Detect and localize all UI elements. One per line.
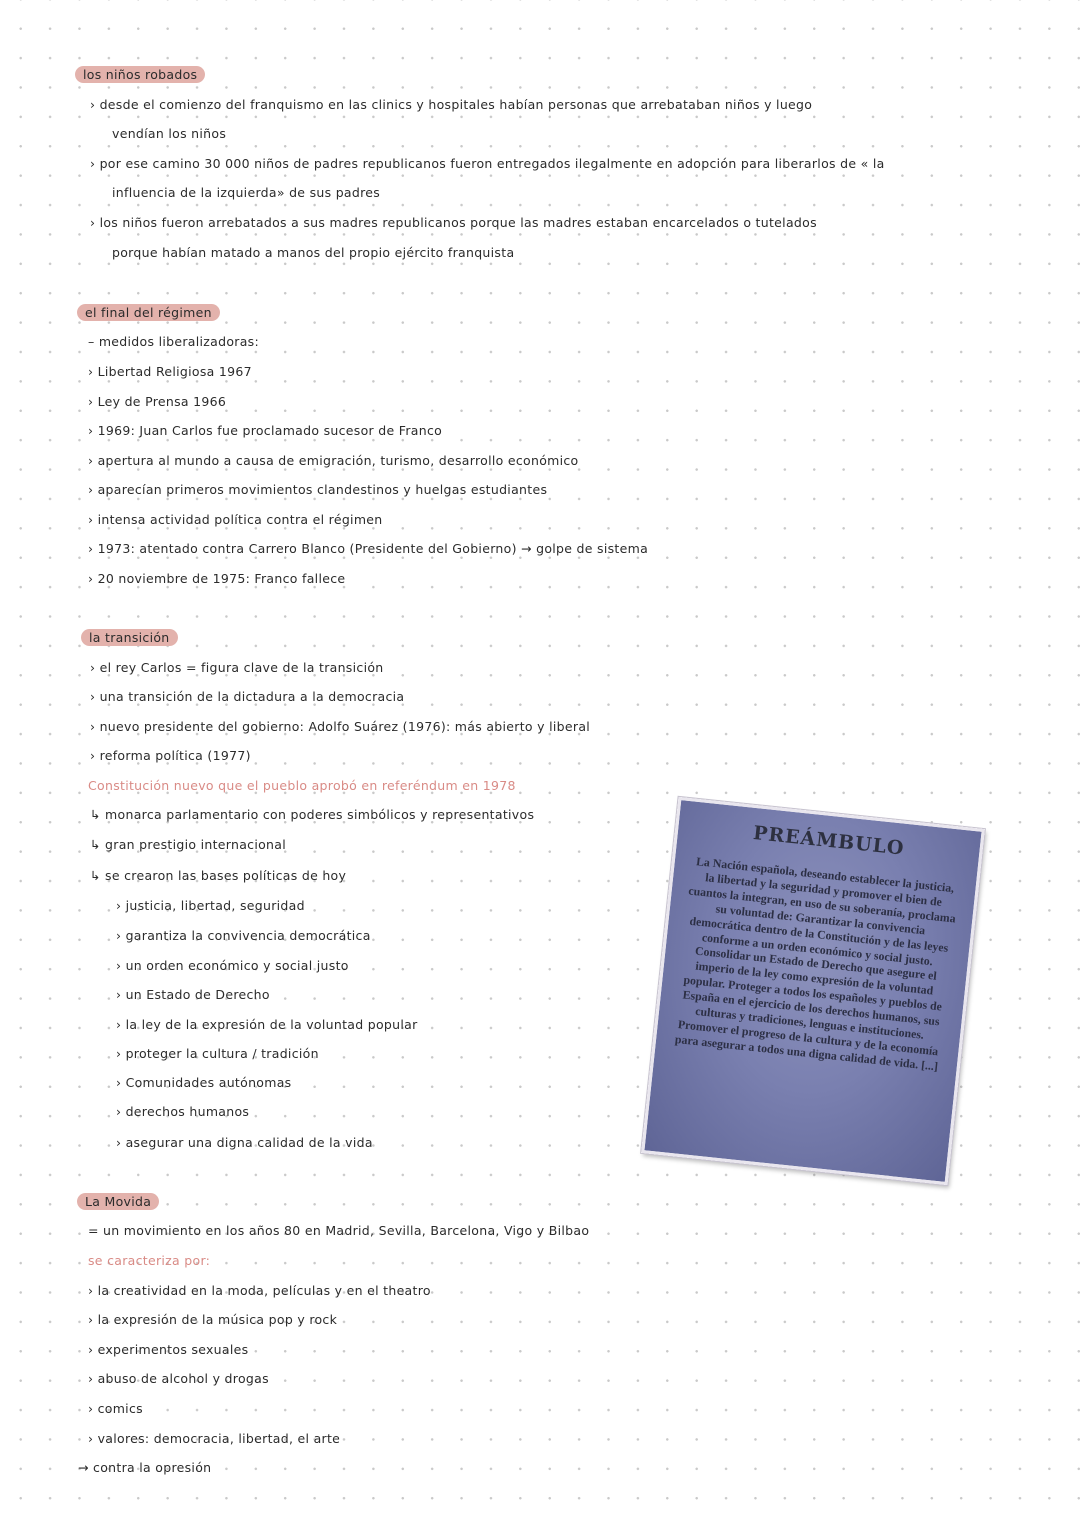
final-line-9: › 20 noviembre de 1975: Franco fallece — [88, 571, 346, 586]
bases-item-8: › derechos humanos — [116, 1104, 250, 1119]
heading-ninos-robados: los niños robados — [75, 66, 205, 83]
heading-transicion: la transición — [81, 629, 178, 646]
heading-la-movida: La Movida — [77, 1193, 159, 1210]
bases-item-5: › la ley de la expresión de la voluntad popular — [116, 1017, 418, 1032]
preambulo-card — [641, 797, 985, 1185]
transicion-line-4: › reforma política (1977) — [90, 748, 251, 763]
final-line-1: – medidos liberalizadoras: — [88, 334, 260, 349]
constitucion-sub-3: ↳ se crearon las bases políticas de hoy — [90, 868, 347, 883]
final-line-6: › aparecían primeros movimientos clandestinos y huelgas estudiantes — [88, 482, 548, 497]
constitucion-line: Constitución nuevo que el pueblo aprobó en referéndum en 1978 — [88, 778, 516, 793]
constitucion-sub-1: ↳ monarca parlamentario con poderes simbólicos y representativos — [90, 807, 535, 822]
movida-line-3: › experimentos sexuales — [88, 1342, 249, 1357]
heading-final-regimen: el final del régimen — [77, 304, 220, 321]
ninos-line-2: vendían los niños — [112, 126, 227, 141]
bases-item-9: › asegurar una digna calidad de la vida — [116, 1135, 373, 1150]
ninos-line-1: › desde el comienzo del franquismo en las clinics y hospitales habían personas que arrebataban niños y luego — [90, 97, 813, 112]
movida-line-6: › valores: democracia, libertad, el arte — [88, 1431, 341, 1446]
transicion-line-2: › una transición de la dictadura a la democracia — [90, 689, 405, 704]
final-line-2: › Libertad Religiosa 1967 — [88, 364, 252, 379]
final-line-5: › apertura al mundo a causa de emigración, turismo, desarrollo económico — [88, 453, 579, 468]
preambulo-title: PREÁMBULO — [752, 821, 906, 860]
bases-item-4: › un Estado de Derecho — [116, 987, 270, 1002]
final-line-4: › 1969: Juan Carlos fue proclamado sucesor de Franco — [88, 423, 443, 438]
movida-line-5: › comics — [88, 1401, 143, 1416]
ninos-line-5: › los niños fueron arrebatados a sus madres republicanos porque las madres estaban encarcelados o tutelados — [90, 215, 817, 230]
movida-definition: = un movimiento en los años 80 en Madrid, Sevilla, Barcelona, Vigo y Bilbao — [88, 1223, 590, 1238]
bases-item-7: › Comunidades autónomas — [116, 1075, 292, 1090]
transicion-line-1: › el rey Carlos = figura clave de la transición — [90, 660, 384, 675]
movida-caracteriza: se caracteriza por: — [88, 1253, 211, 1268]
bases-item-1: › justicia, libertad, seguridad — [116, 898, 305, 913]
movida-line-1: › la creatividad en la moda, películas y en el theatro — [88, 1283, 431, 1298]
movida-line-7: → contra la opresión — [78, 1460, 212, 1475]
transicion-line-3: › nuevo presidente del gobierno: Adolfo Suárez (1976): más abierto y liberal — [90, 719, 591, 734]
final-line-7: › intensa actividad política contra el régimen — [88, 512, 383, 527]
bases-item-6: › proteger la cultura / tradición — [116, 1046, 319, 1061]
constitucion-sub-2: ↳ gran prestigio internacional — [90, 837, 287, 852]
movida-line-4: › abuso de alcohol y drogas — [88, 1371, 269, 1386]
ninos-line-6: porque habían matado a manos del propio ejército franquista — [112, 245, 515, 260]
ninos-line-4: influencia de la izquierda» de sus padres — [112, 185, 381, 200]
movida-line-2: › la expresión de la música pop y rock — [88, 1312, 338, 1327]
bases-item-2: › garantiza la convivencia democrática — [116, 928, 371, 943]
preambulo-text: La Nación española, deseando establecer la justicia, la libertad y la seguridad y promover el bien de cuantos la integran, en uso de su soberanía, proclama su voluntad de: Garantizar la convivencia democrática dentro de la Constitución y de las leyes conforme a un orden económico y social justo. Consolidar un Estado de Derecho que asegure el imperio de la ley como expresión de la voluntad popular. Proteger a todos los españoles y pueblos de España en el ejercicio de los derechos humanos, sus culturas y tradiciones, lenguas e instituciones. Promover el progreso de la cultura y de la economía para asegurar a todos una digna calidad de vida. [...] — [674, 854, 957, 1074]
bases-item-3: › un orden económico y social justo — [116, 958, 349, 973]
ninos-line-3: › por ese camino 30 000 niños de padres republicanos fueron entregados ilegalmente en adopción para liberarlos de « la — [90, 156, 885, 171]
final-line-8: › 1973: atentado contra Carrero Blanco (Presidente del Gobierno) → golpe de sistema — [88, 541, 649, 556]
final-line-3: › Ley de Prensa 1966 — [88, 394, 227, 409]
